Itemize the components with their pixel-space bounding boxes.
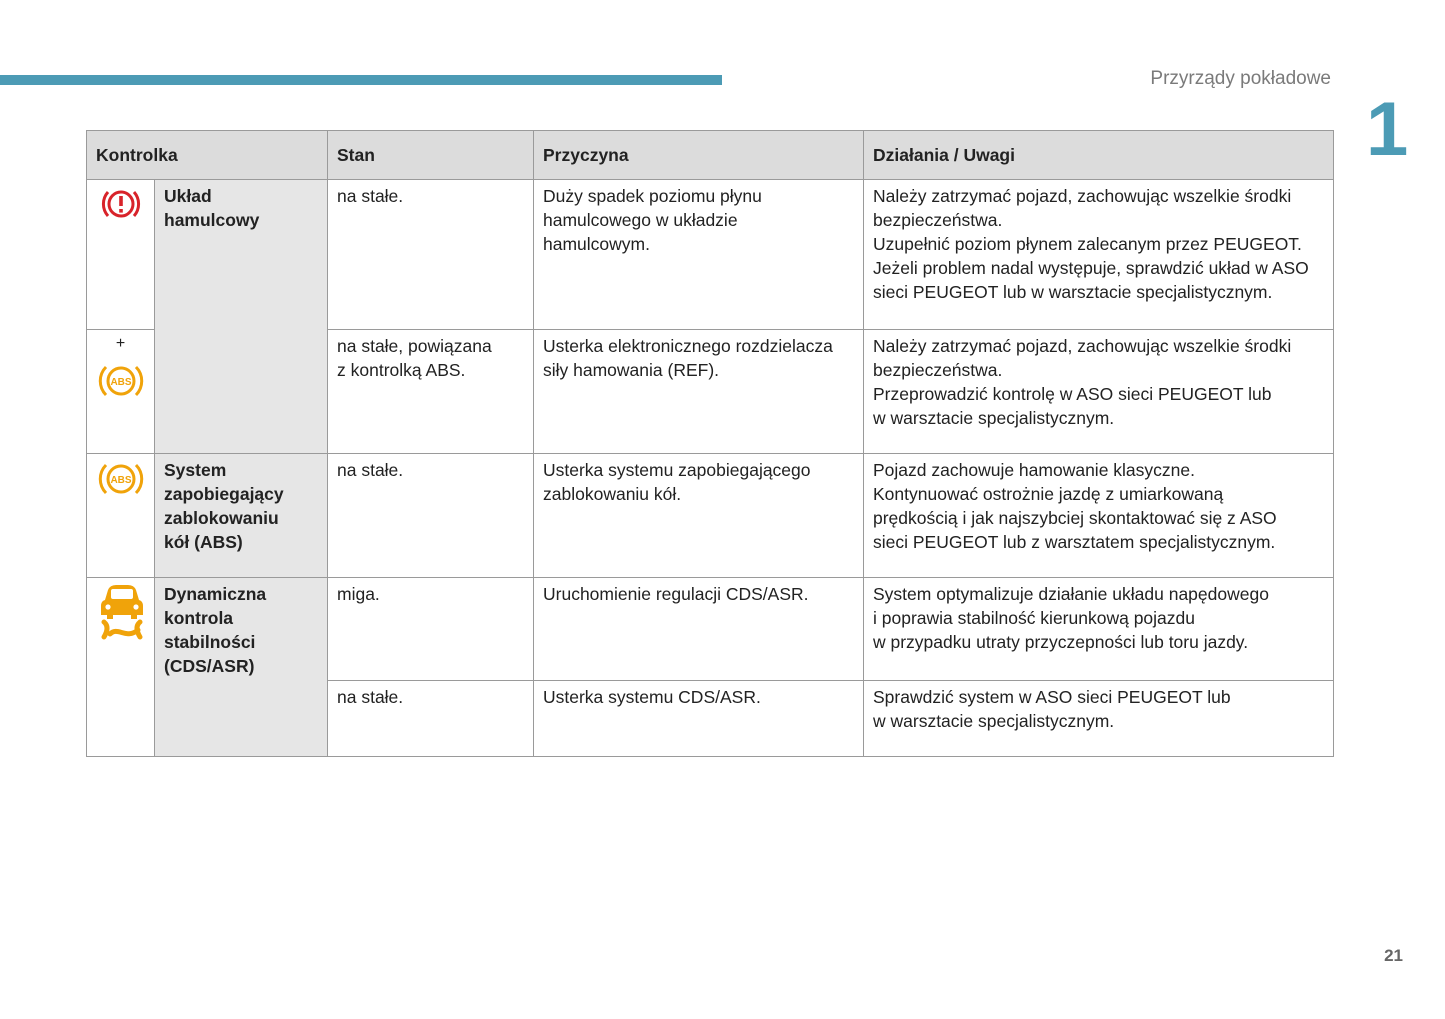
header-przyczyna: Przyczyna — [534, 131, 864, 180]
brake-warning-icon — [99, 184, 143, 224]
icon-cell — [87, 180, 155, 330]
state-cell: na stałe. — [328, 454, 534, 578]
skidding-car-icon — [96, 582, 148, 640]
action-cell: Pojazd zachowuje hamowanie klasyczne. Kontynuować ostrożnie jazdę z umiarkowaną prędkością i jak najszybciej skontaktować się z ASO sieci PEUGEOT lub z warsztatem specjalistycznym. — [864, 454, 1334, 578]
group-name-abs: System zapobiegający zablokowaniu kół (ABS) — [155, 454, 328, 578]
icon-cell — [87, 330, 155, 454]
state-cell: na stałe. — [328, 180, 534, 330]
header-stan: Stan — [328, 131, 534, 180]
action-cell: System optymalizuje działanie układu napędowego i poprawia stabilność kierunkową pojazdu w przypadku utraty przyczepności lub toru jazdy. — [864, 578, 1334, 681]
header-kontrolka: Kontrolka — [87, 131, 328, 180]
action-cell: Sprawdzić system w ASO sieci PEUGEOT lub w warsztacie specjalistycznym. — [864, 681, 1334, 757]
cause-cell: Usterka systemu CDS/ASR. — [534, 681, 864, 757]
header-accent-bar — [0, 75, 722, 85]
plus-sign: + — [115, 335, 126, 352]
chapter-number: 1 — [1366, 87, 1409, 172]
icon-cell — [87, 454, 155, 578]
abs-icon — [96, 360, 146, 402]
state-cell: na stałe. — [328, 681, 534, 757]
action-cell: Należy zatrzymać pojazd, zachowując wszelkie środki bezpieczeństwa. Przeprowadzić kontrolę w ASO sieci PEUGEOT lub w warsztacie specjalistycznym. — [864, 330, 1334, 454]
group-name-brake: Układ hamulcowy — [155, 180, 328, 454]
cause-cell: Usterka systemu zapobiegającego zablokowaniu kół. — [534, 454, 864, 578]
section-title: Przyrządy pokładowe — [1150, 68, 1331, 89]
table-row — [87, 180, 1334, 330]
cause-cell: Duży spadek poziomu płynu hamulcowego w układzie hamulcowym. — [534, 180, 864, 330]
page-number: 21 — [1384, 946, 1403, 965]
state-cell: na stałe, powiązana z kontrolką ABS. — [328, 330, 534, 454]
table-row — [87, 454, 1334, 578]
abs-label: ABS — [110, 377, 132, 388]
action-cell: Należy zatrzymać pojazd, zachowując wszelkie środki bezpieczeństwa. Uzupełnić poziom płynem zalecanym przez PEUGEOT. Jeżeli problem nadal występuje, sprawdzić układ w ASO sieci PEUGEOT lub w warsztacie specjalistycznym. — [864, 180, 1334, 330]
table-header-row — [87, 131, 1334, 180]
abs-icon — [96, 458, 146, 500]
header-dzialania: Działania / Uwagi — [864, 131, 1334, 180]
icon-cell — [87, 578, 155, 757]
warning-lights-table — [86, 130, 1334, 757]
cause-cell: Uruchomienie regulacji CDS/ASR. — [534, 578, 864, 681]
state-cell: miga. — [328, 578, 534, 681]
group-name-cds-asr: Dynamiczna kontrola stabilności (CDS/ASR) — [155, 578, 328, 757]
cause-cell: Usterka elektronicznego rozdzielacza siły hamowania (REF). — [534, 330, 864, 454]
abs-label: ABS — [110, 475, 132, 486]
table-row — [87, 578, 1334, 681]
